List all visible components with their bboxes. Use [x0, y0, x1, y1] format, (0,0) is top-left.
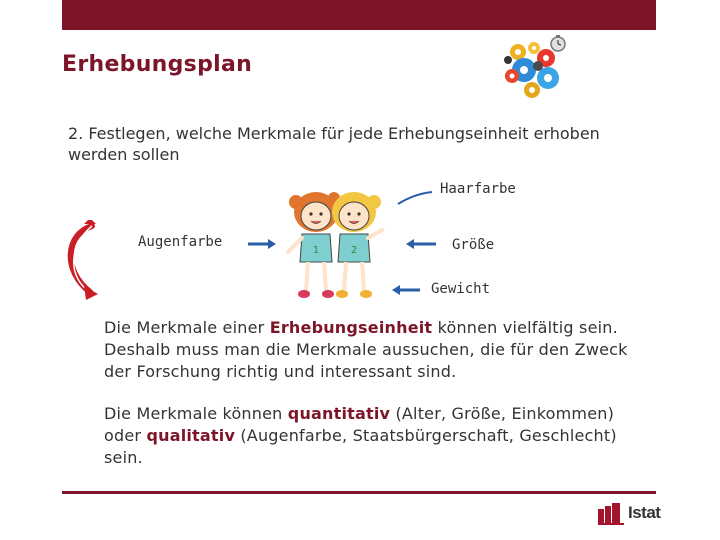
paragraph-types: [104, 403, 634, 469]
label-haarfarbe: Haarfarbe: [440, 181, 516, 197]
paragraph2-text-c: (Augenfarbe, Staatsbürgerschaft, Geschlecht) sein.: [104, 426, 617, 467]
label-augenfarbe: Augenfarbe: [138, 234, 223, 250]
paragraph1-text-b: können vielfältig sein. Deshalb muss man die Merkmale aussuchen, die für den Zweck der Forschung richtig und interessant sind.: [104, 318, 628, 381]
paragraph2-text-b: (Alter, Größe, Einkommen) oder: [104, 404, 615, 445]
arrow-to-weight-icon: [392, 284, 420, 296]
bottom-rule: [62, 491, 656, 494]
arrow-to-eyes-icon: [248, 238, 276, 250]
kid-number-1: 1: [312, 245, 320, 256]
gears-clock-icon: [498, 34, 570, 100]
slide-subtitle: 2. Festlegen, welche Merkmale für jede Erhebungseinheit erhoben werden sollen: [68, 124, 600, 164]
curved-arrow-icon: [56, 220, 106, 300]
arrow-to-hair-icon: [396, 188, 436, 208]
paragraph-characteristics: [104, 317, 634, 383]
paragraph1-text-a: Die Merkmale einer: [104, 318, 270, 337]
label-groesse: Größe: [452, 237, 495, 253]
label-gewicht: Gewicht: [431, 281, 491, 297]
kid-number-2: 2: [350, 245, 358, 256]
top-banner: [62, 0, 656, 30]
paragraph2-bold-quantitativ: quantitativ: [287, 404, 391, 423]
children-illustration: [282, 190, 390, 302]
slide-title: Erhebungsplan: [62, 52, 253, 77]
arrow-to-size-icon: [406, 238, 436, 250]
paragraph2-text-a: Die Merkmale können: [104, 404, 288, 423]
istat-logo-text: Istat: [628, 503, 661, 522]
paragraph2-bold-qualitativ: qualitativ: [146, 426, 236, 445]
paragraph1-bold-term: Erhebungseinheit: [269, 318, 433, 337]
